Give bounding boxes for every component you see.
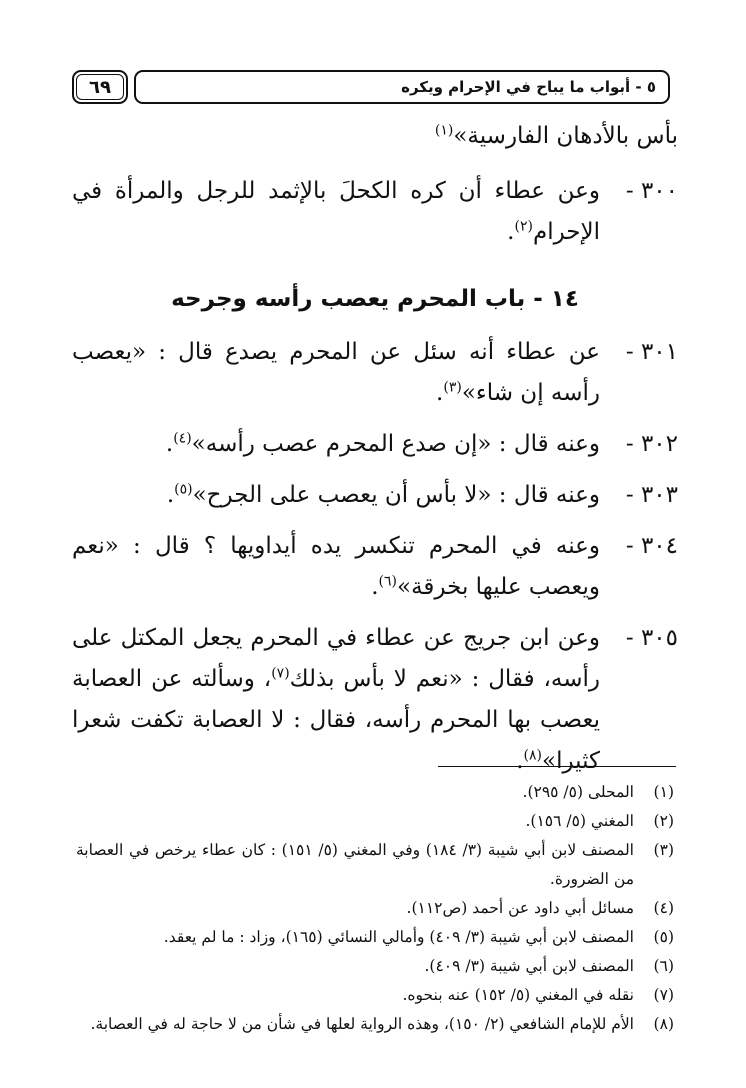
- entry-304: [72, 526, 678, 608]
- main-text: [72, 116, 678, 792]
- paragraph-text: بأس بالأدهان الفارسية»: [453, 123, 678, 149]
- entry-number: ٣٠١ -: [625, 339, 678, 365]
- footnote-ref: (٧): [271, 665, 290, 682]
- footnote-text: المصنف لابن أبي شيبة (٣/ ٤٠٩) وأمالي النسائي (١٦٥)، وزاد : ما لم يعقد.: [163, 928, 634, 946]
- footnote-number: (٧): [653, 986, 674, 1004]
- footnote-text: المغني (٥/ ١٥٦).: [525, 812, 634, 830]
- footnote: [76, 836, 680, 894]
- footnote-ref: (٤): [173, 430, 192, 447]
- footnote-number: (٤): [653, 899, 674, 917]
- entry-303: [72, 475, 678, 516]
- section-heading: ١٤ - باب المحرم يعصب رأسه وجرحه: [171, 286, 579, 312]
- entry-text: وعنه قال : «لا بأس أن يعصب على الجرح»: [192, 482, 600, 508]
- entry-number: ٣٠٤ -: [625, 533, 678, 559]
- footnote-ref: (٨): [523, 747, 543, 764]
- entry-305: [72, 618, 678, 782]
- footnote: [76, 981, 680, 1010]
- entry-text: عن عطاء أنه سئل عن المحرم يصدع قال : «يعصب رأسه إن شاء»: [72, 339, 600, 406]
- entry-number: ٣٠٥ -: [625, 625, 678, 651]
- entry-302: [72, 424, 678, 465]
- entry-number: ٣٠٣ -: [625, 482, 678, 508]
- entry-end: .: [507, 219, 515, 245]
- footnote-ref: (٦): [378, 573, 398, 590]
- footnote: [76, 894, 680, 923]
- footnote-text: المحلى (٥/ ٢٩٥).: [522, 783, 634, 801]
- footnote-number: (٦): [653, 957, 674, 975]
- entry-text: وعنه قال : «إن صدع المحرم عصب رأسه»: [191, 431, 600, 457]
- entry-end: .: [371, 574, 379, 600]
- footnote: [76, 923, 680, 952]
- entry-text: وعن ابن جريج عن عطاء في المحرم يجعل المكتل على رأسه، فقال : «نعم لا بأس بذلك: [72, 625, 600, 692]
- footnotes: [76, 778, 680, 1039]
- footnote-number: (٣): [653, 841, 674, 859]
- footnote: [76, 807, 680, 836]
- entry-end: .: [516, 748, 524, 774]
- entry-300: [72, 171, 678, 253]
- footnote-ref: (١): [434, 122, 454, 139]
- entry-number: ٣٠٢ -: [625, 431, 678, 457]
- entry-number: ٣٠٠ -: [625, 178, 678, 204]
- footnote-number: (٥): [653, 928, 674, 946]
- chapter-title: ٥ - أبواب ما يباح في الإحرام ويكره: [134, 70, 670, 104]
- entry-text: وعنه في المحرم تنكسر يده أيداويها ؟ قال : «نعم ويعصب عليها بخرقة»: [72, 533, 600, 600]
- footnote-ref: (٢): [514, 218, 533, 235]
- footnote-ref: (٣): [443, 379, 462, 396]
- footnote-text: المصنف لابن أبي شيبة (٣/ ١٨٤) وفي المغني (٥/ ١٥١) : كان عطاء يرخص في العصابة من الضرورة.: [76, 841, 634, 888]
- footnote-ref: (٥): [174, 481, 193, 498]
- footnote-text: المصنف لابن أبي شيبة (٣/ ٤٠٩).: [424, 957, 634, 975]
- entry-301: [72, 332, 678, 414]
- footnote-number: (٢): [653, 812, 674, 830]
- entry-text: ، وسألته عن العصابة يعصب بها المحرم رأسه، فقال : لا العصابة تكفت شعرا كثيرا»: [72, 666, 600, 774]
- footnote: [76, 778, 680, 807]
- entry-end: .: [165, 431, 174, 457]
- footnote-number: (١): [653, 783, 674, 801]
- entry-end: .: [166, 482, 175, 508]
- footnote-text: نقله في المغني (٥/ ١٥٢) عنه بنحوه.: [402, 986, 634, 1004]
- footnote: [76, 1010, 680, 1039]
- continued-paragraph: [72, 116, 678, 157]
- running-header: [72, 60, 670, 110]
- footnote-number: (٨): [653, 1015, 674, 1033]
- footnote-text: مسائل أبي داود عن أحمد (ص١١٢).: [406, 899, 634, 917]
- page-number: ٦٩: [72, 70, 128, 104]
- footnote: [76, 952, 680, 981]
- entry-text: وعن عطاء أن كره الكحلَ بالإثمد للرجل والمرأة في الإحرام: [72, 178, 600, 245]
- footnote-divider: [438, 766, 676, 767]
- footnote-text: الأم للإمام الشافعي (٢/ ١٥٠)، وهذه الرواية لعلها في شأن من لا حاجة له في العصابة.: [90, 1015, 634, 1033]
- entry-end: .: [436, 380, 444, 406]
